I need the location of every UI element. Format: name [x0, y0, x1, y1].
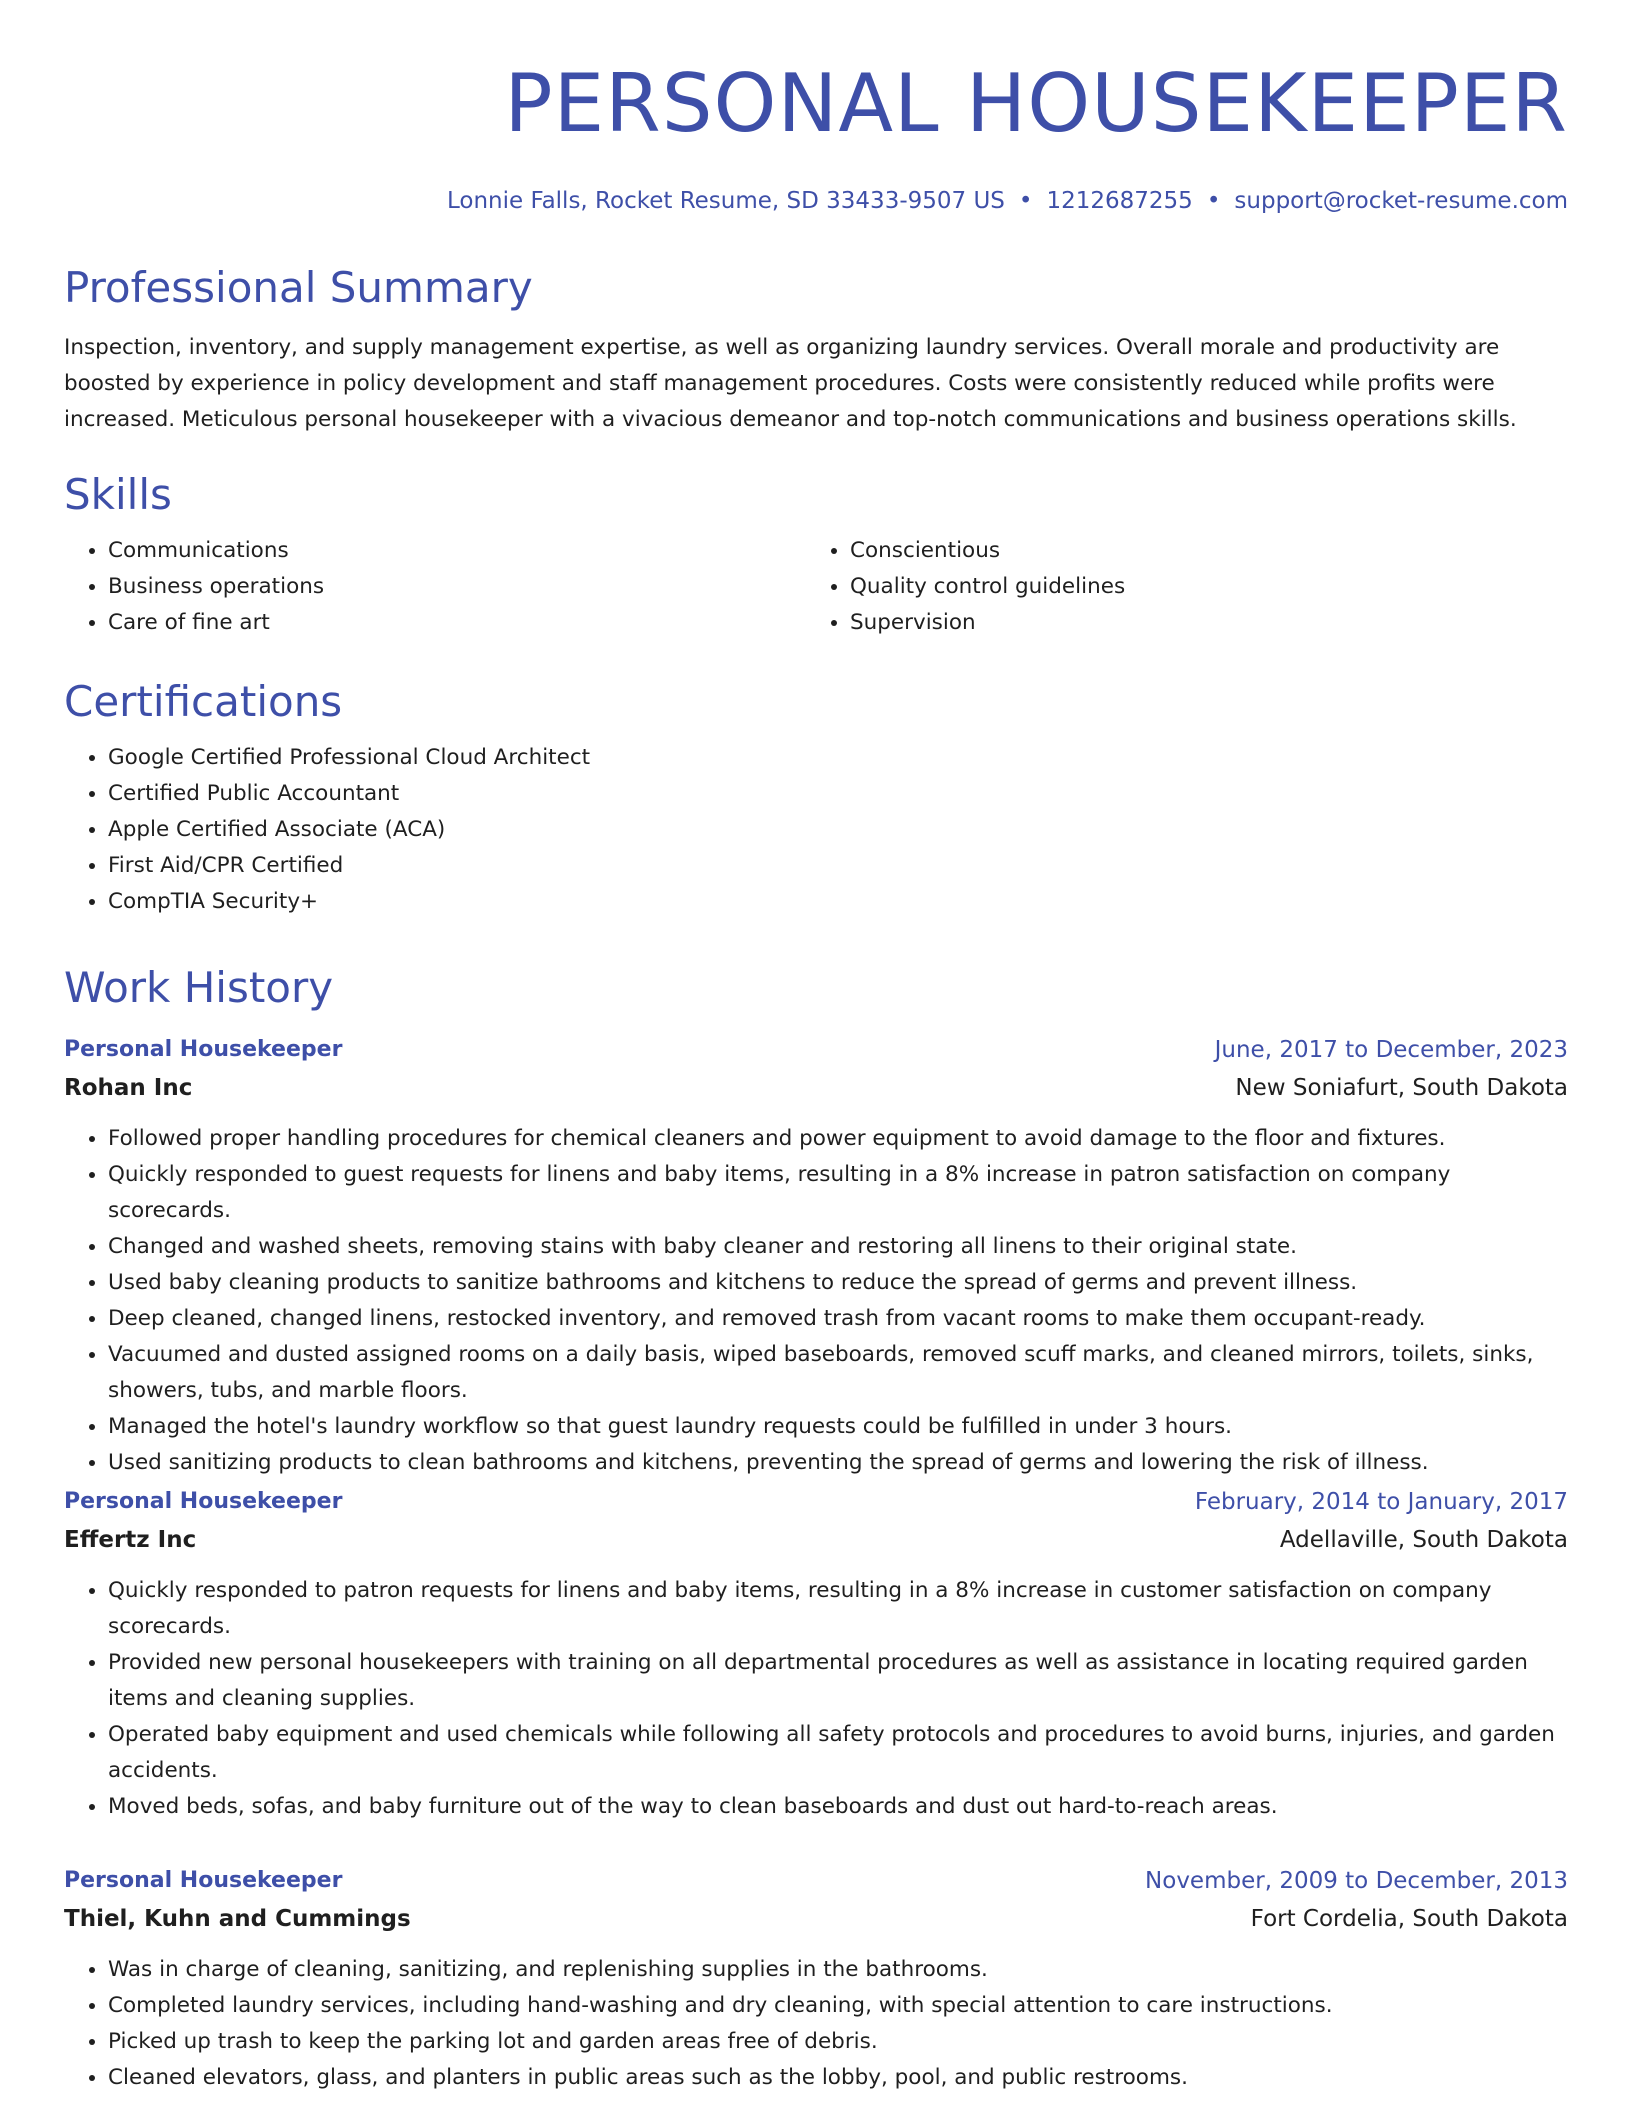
job-company-row	[64, 1069, 1568, 1107]
skills-columns	[64, 533, 1568, 641]
skills-section	[64, 469, 1568, 641]
skill-item: • Business operations	[108, 569, 806, 605]
job-bullet: • Quickly responded to guest requests for linens and baby items, resulting in a 8% increase in patron satisfaction on company scorecards.	[108, 1157, 1568, 1229]
contact-line	[64, 186, 1568, 216]
job-bullet: • Operated baby equipment and used chemicals while following all safety protocols and procedures to avoid burns, injuries, and garden accidents.	[108, 1717, 1568, 1789]
summary-section	[64, 262, 1568, 438]
skill-item: • Communications	[108, 533, 806, 569]
job-title-row	[64, 1862, 1568, 1900]
skills-heading: Skills	[64, 470, 172, 519]
skill-item: • Conscientious	[850, 533, 1548, 569]
job-bullet: • Picked up trash to keep the parking lot and garden areas free of debris.	[108, 2024, 1568, 2060]
skills-right-list	[806, 533, 1548, 641]
job-company-row	[64, 1521, 1568, 1559]
job-location: New Soniafurt, South Dakota	[1235, 1075, 1568, 1101]
job-location: Fort Cordelia, South Dakota	[1250, 1906, 1568, 1932]
contact-address: Lonnie Falls, Rocket Resume, SD 33433-9507 US	[446, 188, 1005, 214]
job-title: Personal Housekeeper	[64, 1489, 343, 1514]
summary-text: Inspection, inventory, and supply management expertise, as well as organizing laundry services. Overall morale and productivity are boosted by experience in policy development and staff management procedures. Costs were consistently reduced while profits were increased. Meticulous personal housekeeper with a vivacious demeanor and top-notch communications and business operations skills.	[64, 335, 1517, 432]
job-bullet: • Used sanitizing products to clean bathrooms and kitchens, preventing the spread of germs and lowering the risk of illness.	[108, 1445, 1568, 1481]
job-bullet: • Cleaned elevators, glass, and planters in public areas such as the lobby, pool, and public restrooms.	[108, 2060, 1568, 2096]
job-entry	[64, 1483, 1568, 1825]
certifications-list	[64, 740, 1568, 920]
job-bullet: • Moved beds, sofas, and baby furniture out of the way to clean baseboards and dust out hard-to-reach areas.	[108, 1789, 1568, 1825]
job-title: Personal Housekeeper	[64, 1037, 343, 1062]
job-dates: November, 2009 to December, 2013	[1145, 1868, 1568, 1894]
contact-email: support@rocket-resume.com	[1234, 188, 1568, 214]
skill-item: • Care of fine art	[108, 605, 806, 641]
job-company: Effertz Inc	[64, 1527, 197, 1553]
certification-item: • Apple Certified Associate (ACA)	[108, 812, 1568, 848]
job-bullet: • Provided new personal housekeepers with training on all departmental procedures as well as assistance in locating required garden items and cleaning supplies.	[108, 1645, 1568, 1717]
job-company: Rohan Inc	[64, 1075, 193, 1101]
job-bullet: • Was in charge of cleaning, sanitizing, and replenishing supplies in the bathrooms.	[108, 1952, 1568, 1988]
job-dates: June, 2017 to December, 2023	[1214, 1037, 1568, 1063]
certification-item: • Certified Public Accountant	[108, 776, 1568, 812]
job-bullet: • Quickly responded to patron requests for linens and baby items, resulting in a 8% increase in customer satisfaction on company scorecards.	[108, 1573, 1568, 1645]
certifications-section	[64, 676, 1568, 920]
job-title: Personal Housekeeper	[64, 1868, 343, 1893]
job-title-row	[64, 1031, 1568, 1069]
job-location: Adellaville, South Dakota	[1279, 1527, 1568, 1553]
skills-left-list	[64, 533, 806, 641]
job-bullet: • Deep cleaned, changed linens, restocked inventory, and removed trash from vacant rooms to make them occupant-ready.	[108, 1301, 1568, 1337]
certifications-heading: Certifications	[64, 677, 343, 726]
job-bullet: • Completed laundry services, including hand-washing and dry cleaning, with special attention to care instructions.	[108, 1988, 1568, 2024]
job-company-row	[64, 1900, 1568, 1938]
certification-item: • First Aid/CPR Certified	[108, 848, 1568, 884]
certification-item: • CompTIA Security+	[108, 884, 1568, 920]
summary-heading: Professional Summary	[64, 263, 533, 312]
work-history-section	[64, 962, 1568, 1014]
contact-separator: •	[1018, 188, 1033, 214]
work-history-heading: Work History	[64, 963, 334, 1012]
job-company: Thiel, Kuhn and Cummings	[64, 1906, 411, 1932]
skill-item: • Supervision	[850, 605, 1548, 641]
job-bullets	[64, 1121, 1568, 1481]
skill-item: • Quality control guidelines	[850, 569, 1548, 605]
job-bullet: • Managed the hotel's laundry workflow so that guest laundry requests could be fulfilled in under 3 hours.	[108, 1409, 1568, 1445]
job-dates: February, 2014 to January, 2017	[1194, 1489, 1568, 1515]
job-entry	[64, 1862, 1568, 2096]
job-bullets	[64, 1952, 1568, 2096]
job-bullet: • Changed and washed sheets, removing stains with baby cleaner and restoring all linens to their original state.	[108, 1229, 1568, 1265]
job-bullet: • Followed proper handling procedures for chemical cleaners and power equipment to avoid damage to the floor and fixtures.	[108, 1121, 1568, 1157]
job-title-row	[64, 1483, 1568, 1521]
contact-phone: 1212687255	[1046, 188, 1193, 214]
job-bullets	[64, 1573, 1568, 1825]
job-entry	[64, 1031, 1568, 1481]
page-title: PERSONAL HOUSEKEEPER	[504, 57, 1568, 150]
job-bullet: • Vacuumed and dusted assigned rooms on a daily basis, wiped baseboards, removed scuff marks, and cleaned mirrors, toilets, sinks, showers, tubs, and marble floors.	[108, 1337, 1568, 1409]
contact-separator: •	[1206, 188, 1221, 214]
job-bullet: • Used baby cleaning products to sanitize bathrooms and kitchens to reduce the spread of germs and prevent illness.	[108, 1265, 1568, 1301]
certification-item: • Google Certified Professional Cloud Architect	[108, 740, 1568, 776]
